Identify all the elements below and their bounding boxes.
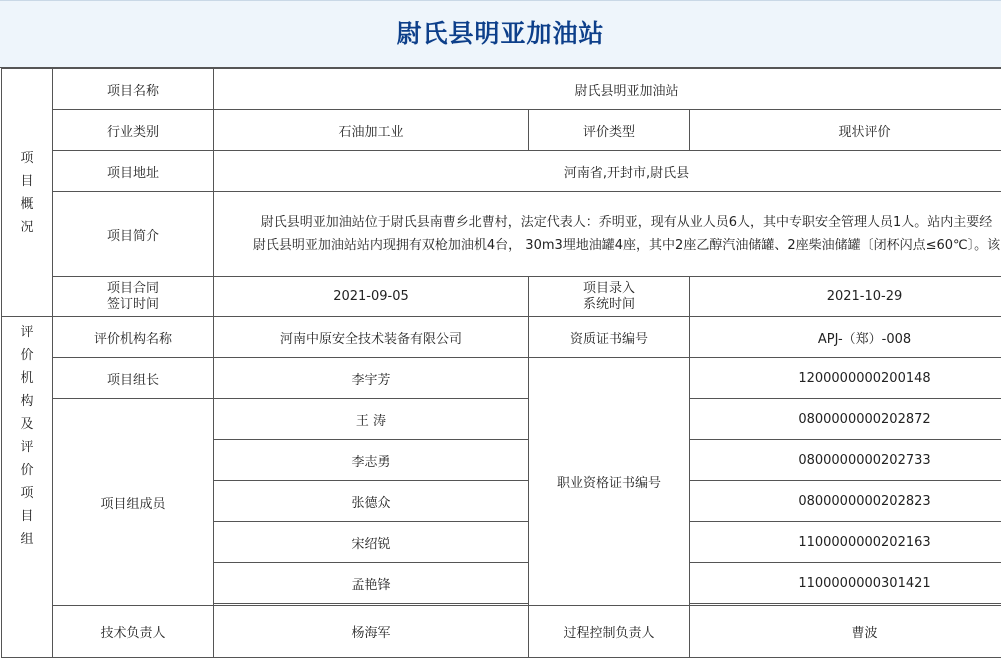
member-cert: 0800000000202872 [690,399,1001,440]
row-address [2,151,1001,192]
process-lead-value: 曹波 [690,606,1001,658]
contract-time-label [53,277,214,317]
row-leads [2,606,1001,658]
project-name-value: 尉氏县明亚加油站 [214,69,1001,110]
agency-value: 河南中原安全技术装备有限公司 [214,317,529,358]
contract-time-label-line-2: 签订时间 [106,296,159,312]
entry-time-value: 2021-10-29 [690,277,1001,317]
process-lead-label: 过程控制负责人 [529,606,690,658]
member-cert: 0800000000202823 [690,481,1001,522]
section-overview-char-3: 概 [20,196,34,212]
row-industry [2,110,1001,151]
industry-value: 石油加工业 [214,110,529,151]
agency-label: 评价机构名称 [53,317,214,358]
contract-time-value: 2021-09-05 [214,277,529,317]
entry-time-label-line-1: 项目录入 [582,280,635,296]
section-eval-char-10: 组 [20,532,34,547]
section-eval-char-2: 价 [20,348,34,363]
row-leader [2,358,1001,399]
row-project-name [2,69,1001,110]
section-overview-char-2: 目 [20,173,34,189]
address-label: 项目地址 [53,151,214,192]
page-title: 尉氏县明亚加油站 [396,19,605,48]
tech-lead-label: 技术负责人 [53,606,214,658]
leader-cert: 1200000000200148 [690,358,1001,399]
section-eval-char-3: 机 [20,371,34,386]
section-evaluation-label [2,317,53,658]
entry-time-label-line-2: 系统时间 [582,296,635,312]
member-name: 李志勇 [214,440,529,481]
contract-time-label-line-1: 项目合同 [106,280,159,296]
section-overview-char-1: 项 [20,150,34,166]
row-agency [2,317,1001,358]
prof-cert-label: 职业资格证书编号 [529,358,690,606]
leader-name: 李宇芳 [214,358,529,399]
member-cert: 1100000000301421 [690,563,1001,604]
cert-value: APJ-（郑）-008 [690,317,1001,358]
section-eval-char-8: 项 [20,486,34,501]
member-cert: 0800000000202733 [690,440,1001,481]
intro-line-1: 尉氏县明亚加油站位于尉氏县南曹乡北曹村，法定代表人：乔明亚，现有从业人员6人，其中专职安全管理人员1人。站内主要经 [260,215,993,230]
intro-label: 项目简介 [53,192,214,277]
entry-time-label [529,277,690,317]
project-info-table [1,68,1001,658]
section-eval-char-4: 构 [20,394,34,409]
industry-label: 行业类别 [53,110,214,151]
section-overview-label [2,69,53,317]
section-eval-char-1: 评 [20,325,34,340]
section-eval-char-6: 评 [20,440,34,455]
table-row [2,399,1001,440]
section-eval-char-5: 及 [20,417,34,432]
intro-value [214,192,1001,277]
section-eval-char-7: 价 [20,463,34,478]
intro-line-2: 尉氏县明亚加油站站内现拥有双枪加油机4台， 30m3埋地油罐4座，其中2座乙醇汽油储罐、2座柴油储罐〔闭杯闪点≤60℃〕。该 [252,238,1001,253]
member-name: 孟艳锋 [214,563,529,604]
member-name: 宋绍锐 [214,522,529,563]
members-label: 项目组成员 [53,399,214,606]
title-bar [0,0,1001,68]
tech-lead-value: 杨海军 [214,606,529,658]
cert-label: 资质证书编号 [529,317,690,358]
leader-label: 项目组长 [53,358,214,399]
project-name-label: 项目名称 [53,69,214,110]
eval-type-value: 现状评价 [690,110,1001,151]
address-value: 河南省,开封市,尉氏县 [214,151,1001,192]
row-intro [2,192,1001,277]
row-times [2,277,1001,317]
member-cert: 1100000000202163 [690,522,1001,563]
section-overview-char-4: 况 [20,219,34,235]
member-name: 张德众 [214,481,529,522]
member-name: 王 涛 [214,399,529,440]
eval-type-label: 评价类型 [529,110,690,151]
section-eval-char-9: 目 [20,509,34,524]
